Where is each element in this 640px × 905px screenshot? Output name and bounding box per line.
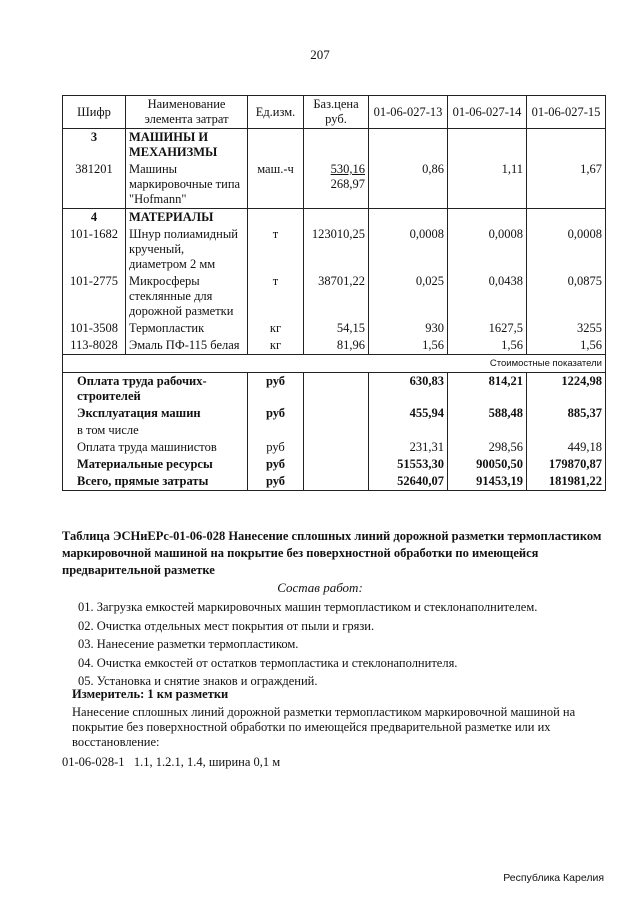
resource-code: 101-2775	[63, 273, 126, 320]
resource-name: Шнур полиамидный крученый, диаметром 2 мм	[126, 226, 248, 273]
rate-code: 01-06-028-1	[62, 755, 125, 769]
summary-name: Оплата труда машинистов	[63, 439, 248, 456]
value-col13: 930	[369, 320, 448, 337]
value-col13: 0,86	[369, 161, 448, 209]
summary-col15: 885,37	[527, 405, 606, 422]
work-item: 03. Нанесение разметки термопластиком.	[78, 637, 299, 651]
value-col15: 1,67	[527, 161, 606, 209]
summary-col15: 1224,98	[527, 373, 606, 406]
summary-col13: 231,31	[369, 439, 448, 456]
summary-col13: 630,83	[369, 373, 448, 406]
value-col15: 0,0008	[527, 226, 606, 273]
work-item: 02. Очистка отдельных мест покрытия от пыли и грязи.	[78, 618, 375, 633]
page-number: 207	[310, 47, 330, 62]
summary-name: Оплата труда рабочих-строителей	[63, 373, 248, 406]
summary-name: Всего, прямые затраты	[63, 473, 248, 491]
summary-col14: 91453,19	[448, 473, 527, 491]
cost-indicators-label: Стоимостные показатели	[63, 355, 606, 373]
summary-row	[63, 422, 606, 439]
resource-unit: кг	[248, 320, 304, 337]
resource-code: 381201	[63, 161, 126, 209]
summary-col13: 51553,30	[369, 456, 448, 473]
rate-text: 1.1, 1.2.1, 1.4, ширина 0,1 м	[133, 755, 281, 769]
value-col14: 1,11	[448, 161, 527, 209]
value-col14: 0,0008	[448, 226, 527, 273]
summary-unit: руб	[248, 456, 304, 473]
summary-name: Материальные ресурсы	[63, 456, 248, 473]
section-row-machines	[63, 129, 606, 162]
section-title: МАШИНЫ И МЕХАНИЗМЫ	[126, 129, 248, 162]
resource-name: Эмаль ПФ-115 белая	[126, 337, 248, 355]
works-list	[78, 598, 537, 691]
summary-unit: руб	[248, 439, 304, 456]
summary-name: Эксплуатация машин	[63, 405, 248, 422]
value-col14: 1627,5	[448, 320, 527, 337]
summary-unit: руб	[248, 405, 304, 422]
footer-region: Республика Карелия	[503, 872, 604, 884]
summary-row	[63, 456, 606, 473]
resource-name: Микросферы стеклянные для дорожной разметки	[126, 273, 248, 320]
resource-price	[304, 161, 369, 209]
table-row-material	[63, 320, 606, 337]
summary-row	[63, 405, 606, 422]
price-top: 530,16	[330, 162, 365, 176]
resource-code: 101-1682	[63, 226, 126, 273]
header-code: Шифр	[63, 96, 126, 129]
header-price: Баз.цена руб.	[304, 96, 369, 129]
table-row-material	[63, 226, 606, 273]
summary-col13: 52640,07	[369, 473, 448, 491]
summary-row	[63, 439, 606, 456]
value-col14: 0,0438	[448, 273, 527, 320]
header-col13: 01-06-027-13	[369, 96, 448, 129]
value-col14: 1,56	[448, 337, 527, 355]
summary-col14: 588,48	[448, 405, 527, 422]
table-row-material	[63, 337, 606, 355]
value-col13: 0,0008	[369, 226, 448, 273]
resource-table	[62, 95, 606, 491]
header-unit: Ед.изм.	[248, 96, 304, 129]
description: Нанесение сплошных линий дорожной разметки термопластиком маркировочной машиной на покрытие без поверхностной обработки по имеющейся предварительной разметке или их восстановление:	[72, 705, 576, 749]
work-item: 05. Установка и снятие знаков и ограждений.	[78, 674, 318, 688]
value-col13: 1,56	[369, 337, 448, 355]
composition-heading: Состав работ:	[277, 580, 363, 595]
resource-unit: т	[248, 273, 304, 320]
summary-col14: 814,21	[448, 373, 527, 406]
cost-label-row	[63, 355, 606, 373]
section-number: 3	[63, 129, 126, 162]
value-col15: 3255	[527, 320, 606, 337]
summary-col14: 298,56	[448, 439, 527, 456]
section-row-materials	[63, 209, 606, 227]
resource-unit: маш.-ч	[248, 161, 304, 209]
section-number: 4	[63, 209, 126, 227]
resource-price: 38701,22	[304, 273, 369, 320]
summary-row	[63, 373, 606, 406]
work-item: 01. Загрузка емкостей маркировочных машин термопластиком и стеклонаполнителем.	[78, 600, 538, 614]
resource-price: 81,96	[304, 337, 369, 355]
summary-row	[63, 473, 606, 491]
table-row-material	[63, 273, 606, 320]
value-col15: 0,0875	[527, 273, 606, 320]
resource-unit: т	[248, 226, 304, 273]
summary-col15: 449,18	[527, 439, 606, 456]
header-col14: 01-06-027-14	[448, 96, 527, 129]
resource-name: Машины маркировочные типа "Hofmann"	[126, 161, 248, 209]
code-line	[62, 755, 280, 770]
price-bottom: 268,97	[330, 177, 365, 191]
resource-price: 54,15	[304, 320, 369, 337]
section-title: МАТЕРИАЛЫ	[126, 209, 248, 227]
summary-col13: 455,94	[369, 405, 448, 422]
resource-name: Термопластик	[126, 320, 248, 337]
value-col15: 1,56	[527, 337, 606, 355]
summary-col15: 181981,22	[527, 473, 606, 491]
summary-unit: руб	[248, 473, 304, 491]
summary-name: в том числе	[63, 422, 248, 439]
value-col13: 0,025	[369, 273, 448, 320]
table-header-row	[63, 96, 606, 129]
summary-col14: 90050,50	[448, 456, 527, 473]
header-col15: 01-06-027-15	[527, 96, 606, 129]
resource-price: 123010,25	[304, 226, 369, 273]
measure-unit: Измеритель: 1 км разметки	[72, 687, 229, 701]
table-title: Таблица ЭСНиЕРс-01-06-028 Нанесение сплошных линий дорожной разметки термопластиком маркировочной машиной на покрытие без поверхностной обработки по имеющейся предварительной разметке	[62, 529, 602, 577]
table-row-machine	[63, 161, 606, 209]
header-name: Наименование элемента затрат	[126, 96, 248, 129]
summary-unit: руб	[248, 373, 304, 406]
resource-unit: кг	[248, 337, 304, 355]
summary-col15: 179870,87	[527, 456, 606, 473]
resource-code: 101-3508	[63, 320, 126, 337]
work-item: 04. Очистка емкостей от остатков термопластика и стеклонаполнителя.	[78, 655, 458, 670]
resource-code: 113-8028	[63, 337, 126, 355]
